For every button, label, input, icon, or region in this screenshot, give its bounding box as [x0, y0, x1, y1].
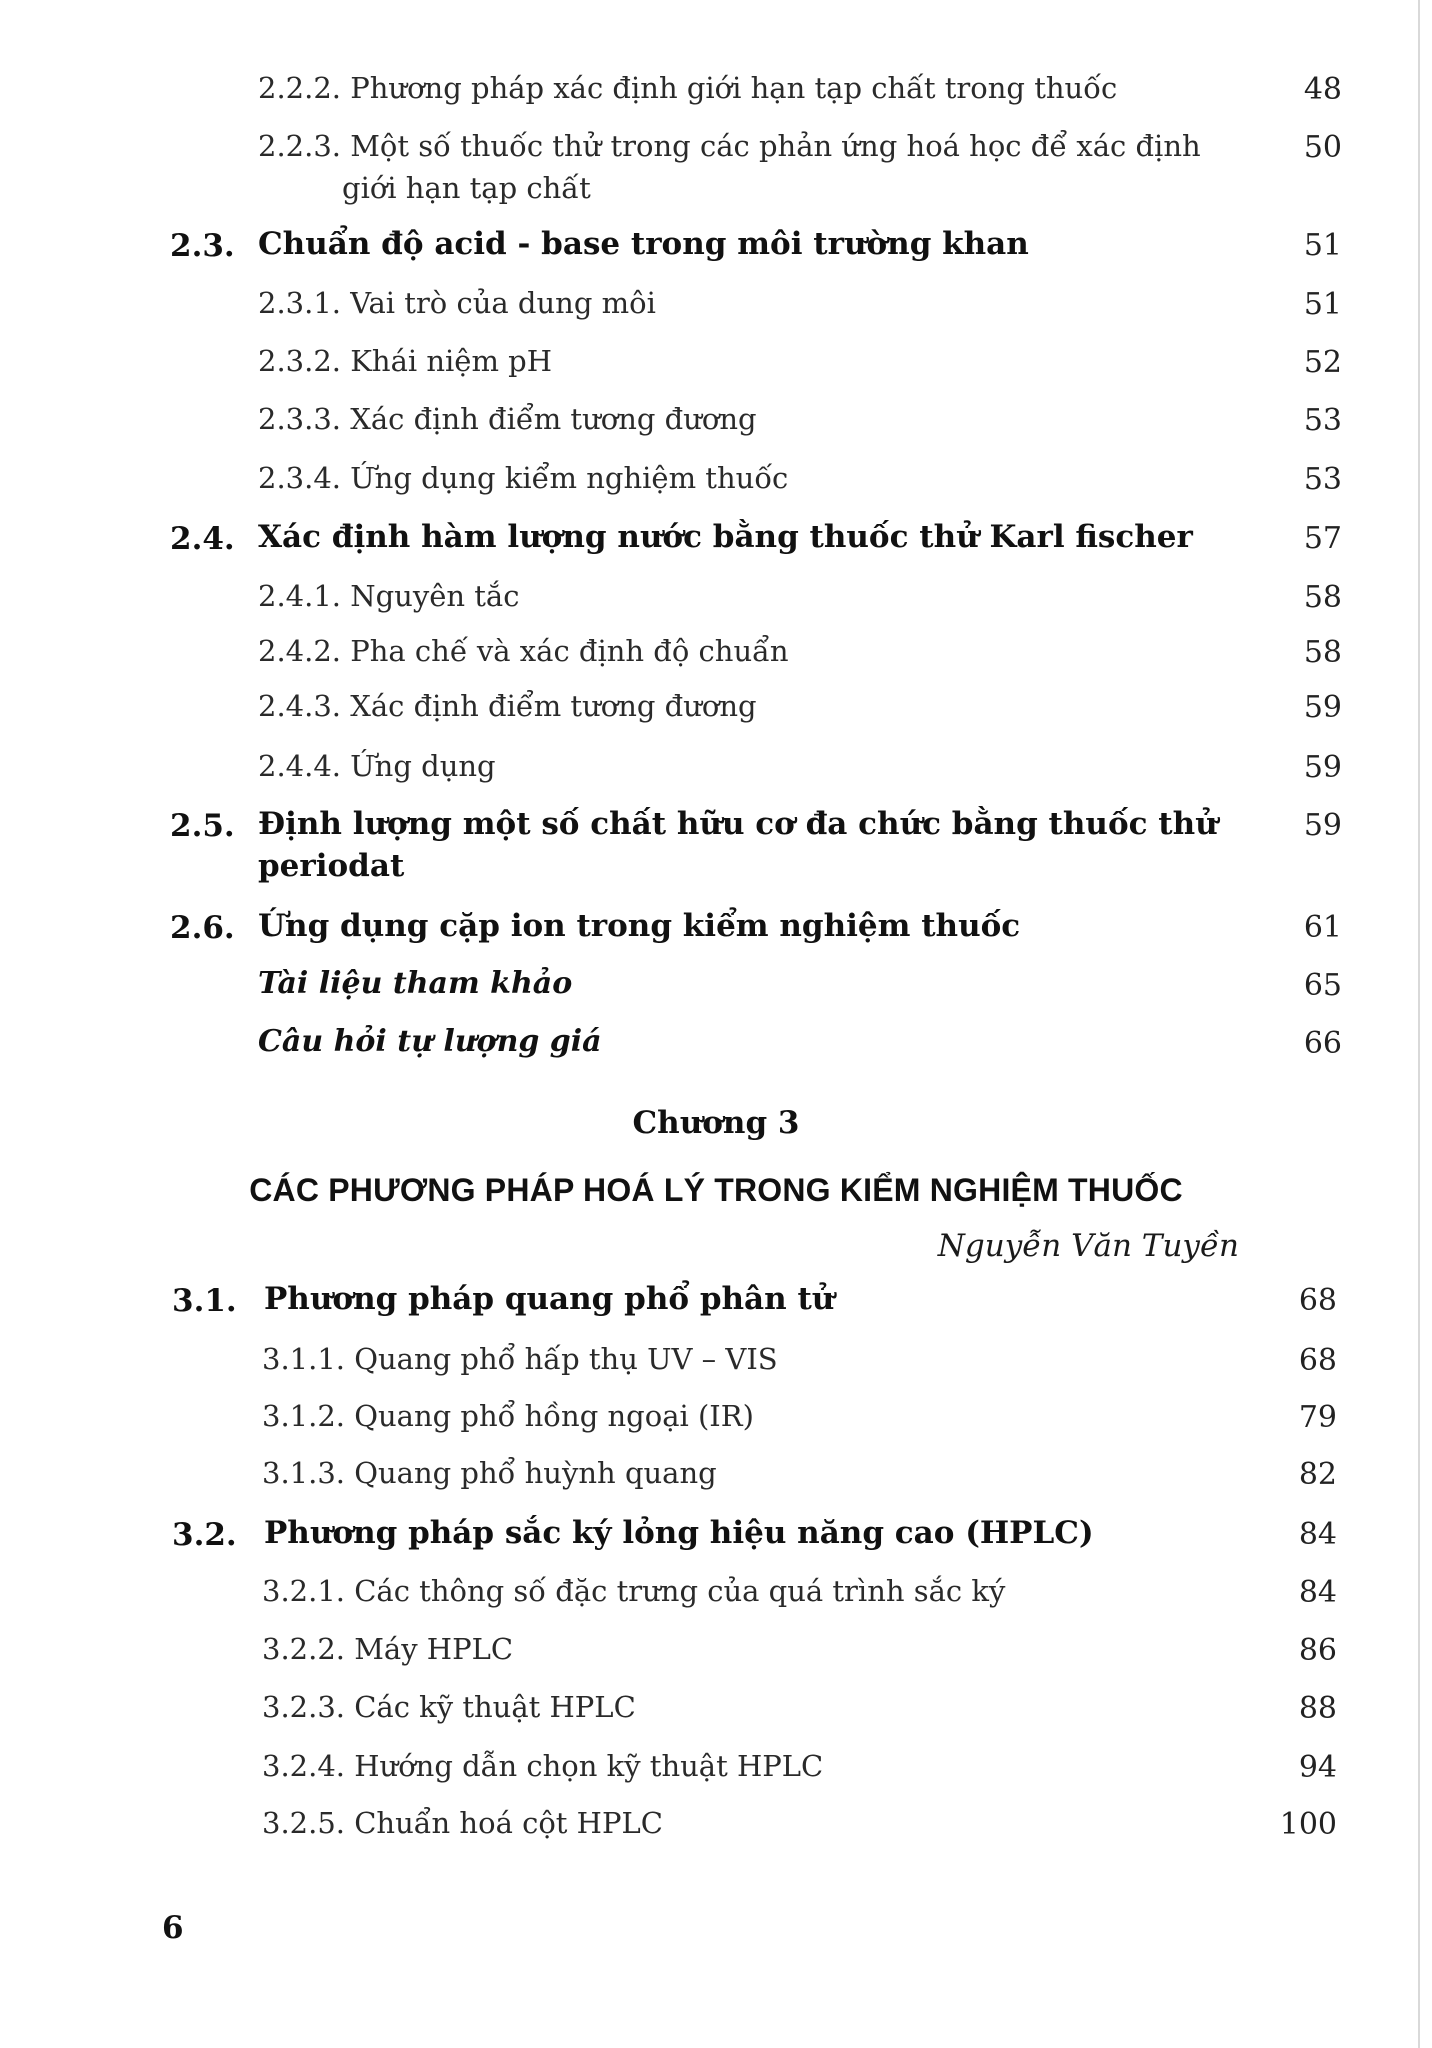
toc-page-number: 68	[1298, 1283, 1337, 1318]
toc-page-number: 86	[1298, 1633, 1337, 1668]
toc-page-number: 94	[1298, 1750, 1337, 1785]
toc-page-number: 58	[1303, 635, 1342, 670]
toc-page-number: 84	[1298, 1575, 1337, 1610]
chapter-label: Chương 3	[632, 1105, 800, 1141]
chapter-title: CÁC PHƯƠNG PHÁP HOÁ LÝ TRONG KIỂM NGHIỆM THUỐC	[249, 1172, 1183, 1208]
toc-entry-title: 3.1.1. Quang phổ hấp thụ UV – VIS	[262, 1342, 778, 1376]
toc-page-number: 51	[1303, 228, 1342, 263]
toc-entry-title: 3.2.4. Hướng dẫn chọn kỹ thuật HPLC	[262, 1749, 824, 1783]
toc-entry-title: Phương pháp sắc ký lỏng hiệu năng cao (HPLC)	[264, 1515, 1094, 1551]
toc-page-number: 51	[1303, 287, 1342, 322]
toc-page-number: 59	[1303, 808, 1342, 843]
toc-page-number: 53	[1303, 403, 1342, 438]
toc-page-number: 58	[1303, 580, 1342, 615]
toc-entry-title: Định lượng một số chất hữu cơ đa chức bằng thuốc thử	[258, 806, 1218, 842]
toc-entry-title: 3.2.5. Chuẩn hoá cột HPLC	[262, 1806, 663, 1840]
toc-entry-title: Câu hỏi tự lượng giá	[258, 1024, 602, 1059]
toc-page-number: 53	[1303, 462, 1342, 497]
toc-entry-title: 2.4.3. Xác định điểm tương đương	[258, 689, 757, 723]
toc-entry-title: Ứng dụng cặp ion trong kiểm nghiệm thuốc	[258, 908, 1021, 944]
toc-page-number: 52	[1303, 345, 1342, 380]
toc-entry-title: 3.1.3. Quang phổ huỳnh quang	[262, 1456, 717, 1490]
toc-page-number: 50	[1303, 130, 1342, 165]
toc-page-number: 100	[1279, 1807, 1337, 1842]
toc-page-number: 88	[1298, 1691, 1337, 1726]
toc-page-number: 66	[1303, 1026, 1342, 1061]
toc-entry-title: 2.3.3. Xác định điểm tương đương	[258, 402, 757, 436]
toc-entry-title: 2.3.1. Vai trò của dung môi	[258, 286, 656, 320]
toc-entry-title: 3.2.1. Các thông số đặc trưng của quá trình sắc ký	[262, 1574, 1006, 1608]
toc-entry-title: 2.2.2. Phương pháp xác định giới hạn tạp chất trong thuốc	[258, 71, 1118, 105]
toc-entry-title: 2.4.1. Nguyên tắc	[258, 579, 520, 613]
toc-entry-title: Phương pháp quang phổ phân tử	[264, 1281, 835, 1317]
toc-entry-title: 2.2.3. Một số thuốc thử trong các phản ứng hoá học để xác định	[258, 129, 1201, 163]
chapter-author: Nguyễn Văn Tuyền	[937, 1228, 1239, 1264]
page-edge-line	[1418, 0, 1420, 2048]
toc-entry-title: 3.2.2. Máy HPLC	[262, 1632, 514, 1666]
toc-section-number: 2.5.	[170, 808, 235, 844]
page-number: 6	[162, 1910, 184, 1946]
toc-page-number: 84	[1298, 1517, 1337, 1552]
toc-page-number: 59	[1303, 750, 1342, 785]
toc-entry-title-continued: periodat	[258, 848, 405, 884]
toc-page-number: 79	[1298, 1400, 1337, 1435]
toc-section-number: 3.2.	[172, 1517, 237, 1553]
toc-entry-title: 2.4.4. Ứng dụng	[258, 749, 496, 783]
toc-entry-title: Tài liệu tham khảo	[258, 966, 573, 1001]
toc-section-number: 3.1.	[172, 1283, 237, 1319]
toc-entry-title: 3.1.2. Quang phổ hồng ngoại (IR)	[262, 1399, 754, 1433]
toc-entry-title-continued: giới hạn tạp chất	[342, 171, 591, 205]
toc-page-number: 57	[1303, 521, 1342, 556]
toc-entry-title: 2.3.2. Khái niệm pH	[258, 344, 553, 378]
toc-entry-title: 3.2.3. Các kỹ thuật HPLC	[262, 1690, 636, 1724]
toc-page-number: 65	[1303, 968, 1342, 1003]
toc-page-number: 68	[1298, 1343, 1337, 1378]
toc-section-number: 2.4.	[170, 521, 235, 557]
toc-entry-title: Xác định hàm lượng nước bằng thuốc thử Karl fischer	[258, 519, 1193, 555]
toc-entry-title: Chuẩn độ acid - base trong môi trường khan	[258, 226, 1029, 262]
toc-page-number: 48	[1303, 72, 1342, 107]
toc-section-number: 2.3.	[170, 228, 235, 264]
toc-page-number: 61	[1303, 910, 1342, 945]
toc-page-number: 59	[1303, 690, 1342, 725]
toc-entry-title: 2.4.2. Pha chế và xác định độ chuẩn	[258, 634, 789, 668]
toc-section-number: 2.6.	[170, 910, 235, 946]
toc-page-number: 82	[1298, 1457, 1337, 1492]
toc-entry-title: 2.3.4. Ứng dụng kiểm nghiệm thuốc	[258, 461, 789, 495]
